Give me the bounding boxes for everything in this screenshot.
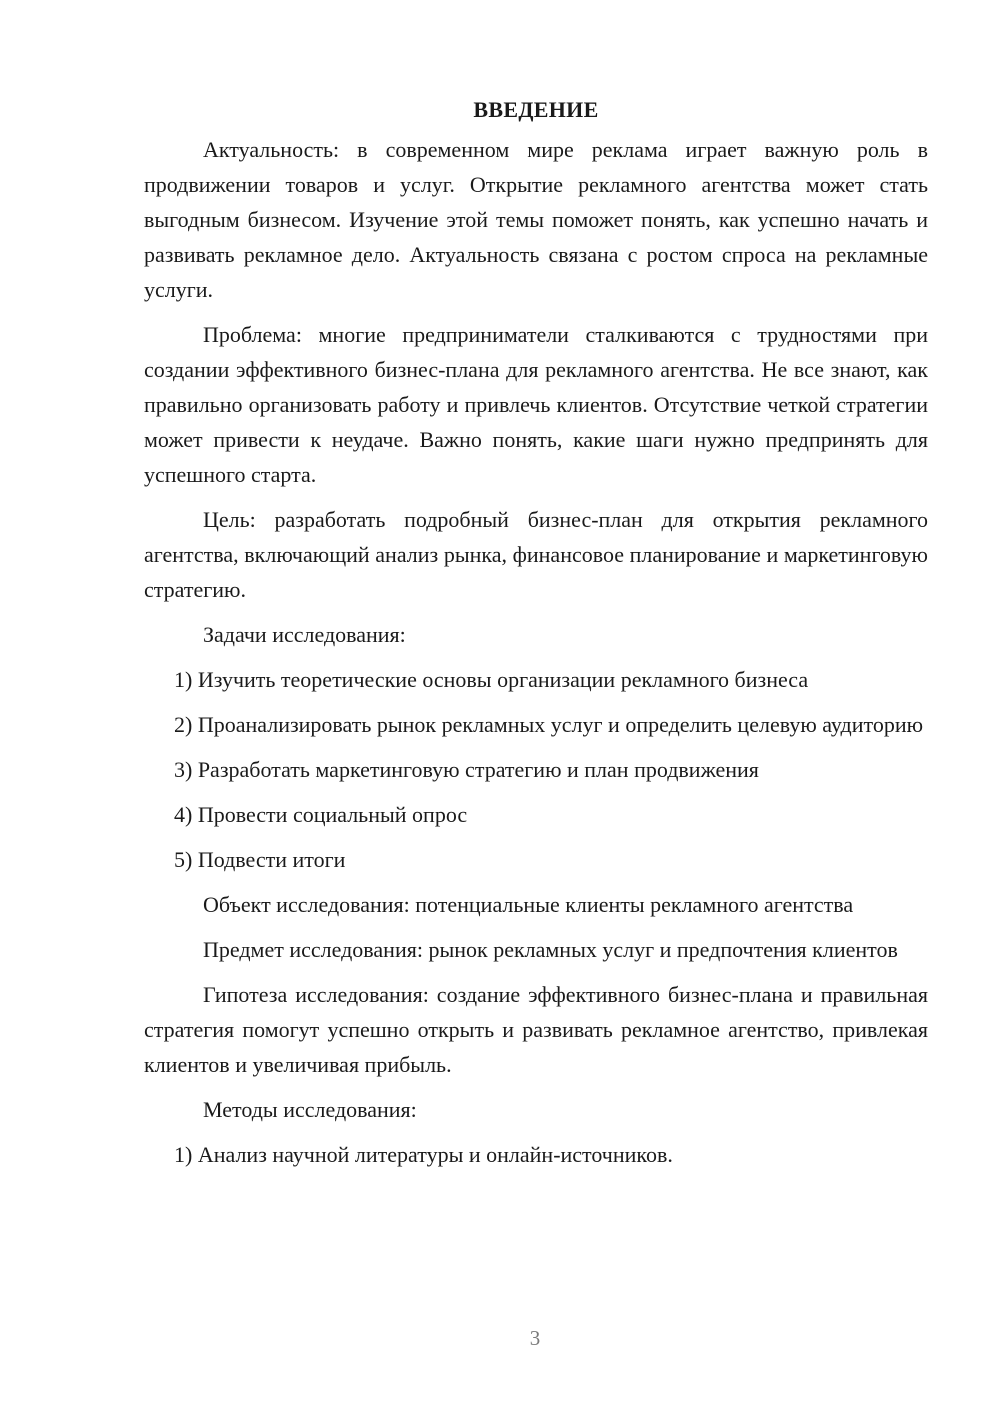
- task-item-3: 3) Разработать маркетинговую стратегию и план продвижения: [174, 757, 759, 782]
- page-number: 3: [529, 1326, 541, 1350]
- problem-paragraph: Проблема: многие предприниматели сталкиваются с трудностями при создании эффективного бизнес-плана для рекламного агентства. Не все знают, как правильно организовать работу и привлечь клиентов. Отсутствие четкой стратегии может привести к неудаче. Важно понять, какие шаги нужно предпринять для успешного старта.: [144, 322, 928, 487]
- document-page: [144, 92, 928, 1182]
- task-item-2: 2) Проанализировать рынок рекламных услуг и определить целевую аудиторию: [174, 712, 924, 737]
- object-paragraph: Объект исследования: потенциальные клиенты рекламного агентства: [203, 892, 854, 917]
- tasks-label: Задачи исследования:: [203, 622, 406, 647]
- relevance-paragraph: Актуальность: в современном мире реклама играет важную роль в продвижении товаров и услуг. Открытие рекламного агентства может стать выгодным бизнесом. Изучение этой темы поможет понять, как успешно начать и развивать рекламное дело. Актуальность связана с ростом спроса на рекламные услуги.: [144, 137, 928, 302]
- section-heading: ВВЕДЕНИЕ: [473, 97, 599, 122]
- task-item-5: 5) Подвести итоги: [174, 847, 346, 872]
- task-item-4: 4) Провести социальный опрос: [174, 802, 468, 827]
- method-item-1: 1) Анализ научной литературы и онлайн-источников.: [174, 1142, 673, 1167]
- task-item-1: 1) Изучить теоретические основы организации рекламного бизнеса: [174, 667, 809, 692]
- subject-paragraph: Предмет исследования: рынок рекламных услуг и предпочтения клиентов: [203, 937, 898, 962]
- goal-paragraph: Цель: разработать подробный бизнес-план для открытия рекламного агентства, включающий анализ рынка, финансовое планирование и маркетинговую стратегию.: [144, 507, 928, 602]
- methods-label: Методы исследования:: [203, 1097, 417, 1122]
- hypothesis-paragraph: Гипотеза исследования: создание эффективного бизнес-плана и правильная стратегия помогут успешно открыть и развивать рекламное агентство, привлекая клиентов и увеличивая прибыль.: [144, 982, 928, 1077]
